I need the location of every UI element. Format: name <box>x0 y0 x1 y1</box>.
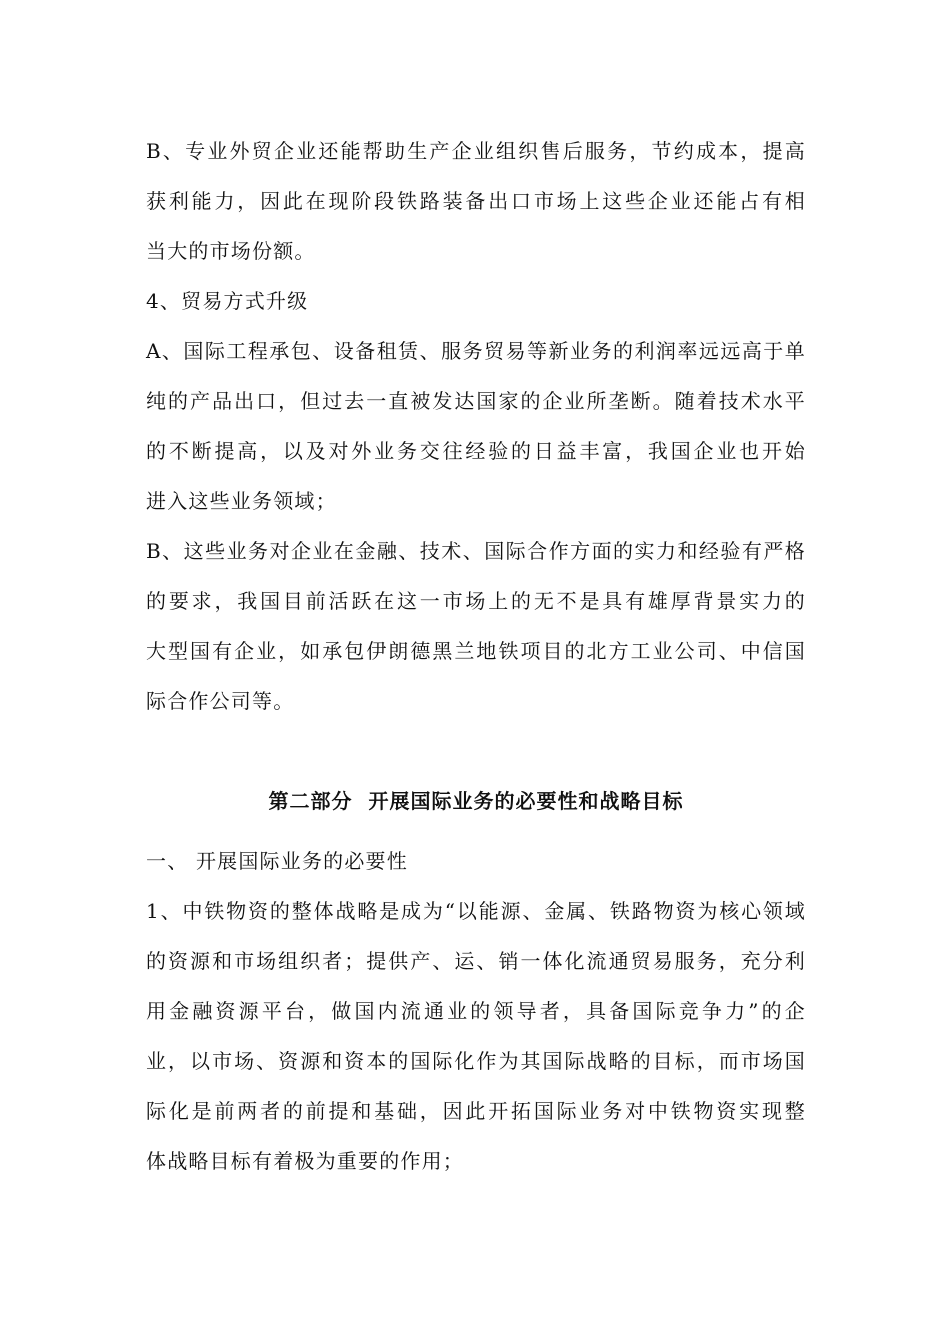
paragraph-line: B、专业外贸企业还能帮助生产企业组织售后服务，节约成本，提高 <box>146 139 806 163</box>
paragraph-line: 体战略目标有着极为重要的作用； <box>146 1149 464 1173</box>
paragraph-line: 的资源和市场组织者；提供产、运、销一体化流通贸易服务，充分利 <box>146 949 806 973</box>
paragraph-line: 当大的市场份额。 <box>146 239 316 263</box>
paragraph-line: 大型国有企业，如承包伊朗德黑兰地铁项目的北方工业公司、中信国 <box>146 639 806 663</box>
paragraph-line: 的要求，我国目前活跃在这一市场上的无不是具有雄厚背景实力的 <box>146 589 806 613</box>
section-heading: 第二部分 开展国际业务的必要性和战略目标 <box>268 789 684 813</box>
paragraph-line: 1、中铁物资的整体战略是成为“以能源、金属、铁路物资为核心领域 <box>146 899 806 923</box>
subheading: 一、 开展国际业务的必要性 <box>146 849 408 873</box>
item-title: 4、贸易方式升级 <box>146 289 309 313</box>
paragraph-line: 获利能力，因此在现阶段铁路装备出口市场上这些企业还能占有相 <box>146 189 806 213</box>
paragraph-line: 业，以市场、资源和资本的国际化作为其国际战略的目标，而市场国 <box>146 1049 806 1073</box>
paragraph-line: 进入这些业务领域； <box>146 489 337 513</box>
paragraph-line: B、这些业务对企业在金融、技术、国际合作方面的实力和经验有严格 <box>146 539 806 563</box>
paragraph-line: A、国际工程承包、设备租赁、服务贸易等新业务的利润率远远高于单 <box>146 339 806 363</box>
paragraph-line: 的不断提高，以及对外业务交往经验的日益丰富，我国企业也开始 <box>146 439 806 463</box>
paragraph-line: 际化是前两者的前提和基础，因此开拓国际业务对中铁物资实现整 <box>146 1099 806 1123</box>
paragraph-line: 纯的产品出口，但过去一直被发达国家的企业所垄断。随着技术水平 <box>146 389 806 413</box>
paragraph-line: 用金融资源平台，做国内流通业的领导者，具备国际竞争力”的企 <box>146 999 806 1023</box>
paragraph-line: 际合作公司等。 <box>146 689 295 713</box>
